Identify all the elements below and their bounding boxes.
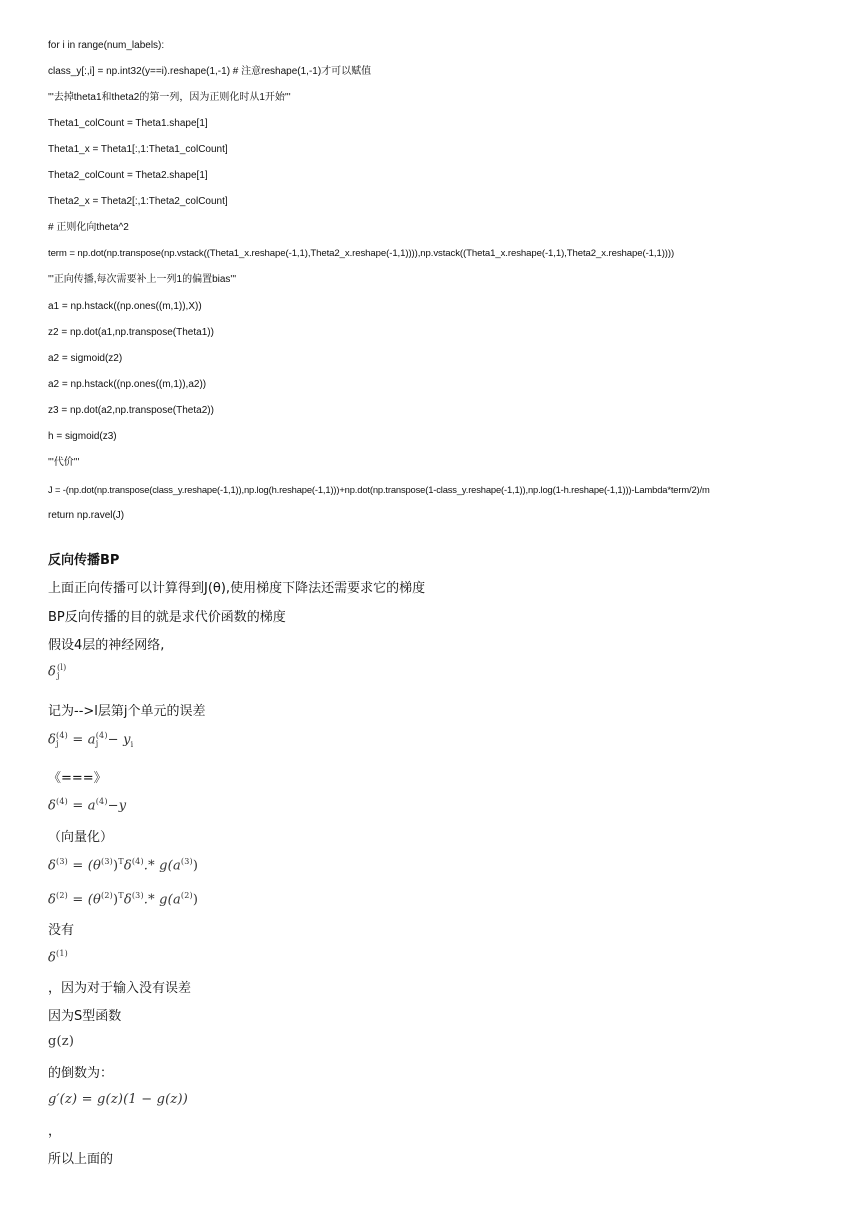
dotstar-g: .* g(a <box>143 858 181 874</box>
paragraph: （向量化） <box>48 830 114 845</box>
code-line: # 正则化向theta^2 <box>48 222 129 233</box>
sup-3: (3) <box>101 857 113 866</box>
sup-1: (1) <box>56 949 68 958</box>
dotstar-g: .* g(a <box>143 892 181 908</box>
code-line: return np.ravel(J) <box>48 510 125 521</box>
code-line: class_y[:,i] = np.int32(y==i).reshape(1,-1) # 注意reshape(1,-1)才可以赋值 <box>48 66 372 77</box>
sup-4: (4) <box>95 731 108 740</box>
paragraph: 《===》 <box>48 771 107 786</box>
delta-symbol: δ <box>123 892 132 908</box>
paragraph: 假设4层的神经网络, <box>48 638 165 653</box>
sup-3: (3) <box>180 857 193 866</box>
code-line: '''去掉theta1和theta2的第一列，因为正则化时从1开始''' <box>48 92 291 103</box>
sup-3: (3) <box>131 891 144 900</box>
theta-open: = (θ <box>72 858 102 874</box>
sup-T: T <box>118 857 124 866</box>
sup-2: (2) <box>180 891 193 900</box>
code-line: h = sigmoid(z3) <box>48 431 117 442</box>
y-symbol: y <box>123 732 131 748</box>
delta-symbol: δ <box>123 858 132 874</box>
code-line: for i in range(num_labels): <box>48 40 165 51</box>
paragraph: 的倒数为： <box>48 1066 114 1081</box>
a-symbol: a <box>87 798 96 814</box>
code-line: a1 = np.hstack((np.ones((m,1)),X)) <box>48 301 202 312</box>
sub-j: j <box>95 739 99 748</box>
section-heading: 反向传播BP <box>48 553 120 568</box>
math-delta1 <box>48 949 68 965</box>
math-delta4j <box>48 732 133 749</box>
equals: = <box>72 732 84 748</box>
sub-j: j <box>57 671 60 680</box>
sup-4: (4) <box>95 797 108 806</box>
code-line: a2 = np.hstack((np.ones((m,1)),a2)) <box>48 379 207 390</box>
sub-j: j <box>56 739 59 748</box>
paren: ) <box>112 892 119 908</box>
code-line: '''正向传播,每次需要补上一列1的偏置bias''' <box>48 274 237 285</box>
code-line: term = np.dot(np.transpose(np.vstack((Theta1_x.reshape(-1,1),Theta2_x.reshape(-1,1)))),np.vstack((Theta1_x.reshape(-1,1),Theta2_x.reshape(-1,1)))) <box>48 248 675 259</box>
code-line: Theta2_x = Theta2[:,1:Theta2_colCount] <box>48 196 228 207</box>
sup-4: (4) <box>56 731 68 740</box>
math-delta3 <box>48 857 198 873</box>
paragraph: BP反向传播的目的就是求代价函数的梯度 <box>48 610 286 625</box>
minus: − <box>107 732 119 748</box>
paren: ) <box>112 858 119 874</box>
minus: − <box>107 798 119 814</box>
paragraph: ，因为对于输入没有误差 <box>48 981 192 996</box>
sub-i: i <box>130 740 134 750</box>
sup-l: (l) <box>57 663 67 672</box>
code-line: z2 = np.dot(a1,np.transpose(Theta1)) <box>48 327 214 338</box>
delta-symbol: δ <box>48 950 57 966</box>
y-symbol: y <box>118 798 127 814</box>
paragraph: 记为-->l层第j个单元的误差 <box>48 704 206 719</box>
a-symbol: a <box>87 732 96 748</box>
sup-T: T <box>118 891 124 900</box>
sup-2: (2) <box>56 891 68 900</box>
paragraph: 没有 <box>48 923 75 938</box>
paragraph: 所以上面的 <box>48 1152 114 1167</box>
paragraph: ， <box>48 1124 62 1139</box>
code-line: Theta1_x = Theta1[:,1:Theta1_colCount] <box>48 144 228 155</box>
paragraph: 因为S型函数 <box>48 1009 122 1024</box>
sup-3: (3) <box>56 857 68 866</box>
code-line: J = -(np.dot(np.transpose(class_y.reshape(-1,1)),np.log(h.reshape(-1,1)))+np.dot(np.transpose(1-class_y.reshape(-1,1)),np.log(1-h.reshape(-1,1)))-Lambda*term/2)/m <box>48 484 710 495</box>
sup-4: (4) <box>56 797 68 806</box>
delta-symbol: δ <box>48 858 57 874</box>
paren: ) <box>192 858 199 874</box>
math-delta2 <box>48 891 198 907</box>
delta-symbol: δ <box>48 798 57 814</box>
sup-2: (2) <box>101 891 113 900</box>
math-gz: g(z) <box>48 1034 75 1049</box>
code-line: Theta1_colCount = Theta1.shape[1] <box>48 118 208 129</box>
code-line: a2 = sigmoid(z2) <box>48 353 123 364</box>
code-line: Theta2_colCount = Theta2.shape[1] <box>48 170 208 181</box>
sup-4: (4) <box>131 857 144 866</box>
math-delta4-vector <box>48 797 126 813</box>
code-line: z3 = np.dot(a2,np.transpose(Theta2)) <box>48 405 214 416</box>
equals: = <box>72 798 84 814</box>
math-gprime: g′(z) = g(z)(1 − g(z)) <box>48 1092 189 1107</box>
theta-open: = (θ <box>72 892 102 908</box>
delta-symbol: δ <box>48 664 57 680</box>
paren: ) <box>192 892 199 908</box>
paragraph: 上面正向传播可以计算得到J(θ),使用梯度下降法还需要求它的梯度 <box>48 581 426 596</box>
delta-symbol: δ <box>48 732 57 748</box>
code-line: '''代价''' <box>48 457 80 468</box>
math-delta-lj <box>48 664 66 680</box>
delta-symbol: δ <box>48 892 57 908</box>
